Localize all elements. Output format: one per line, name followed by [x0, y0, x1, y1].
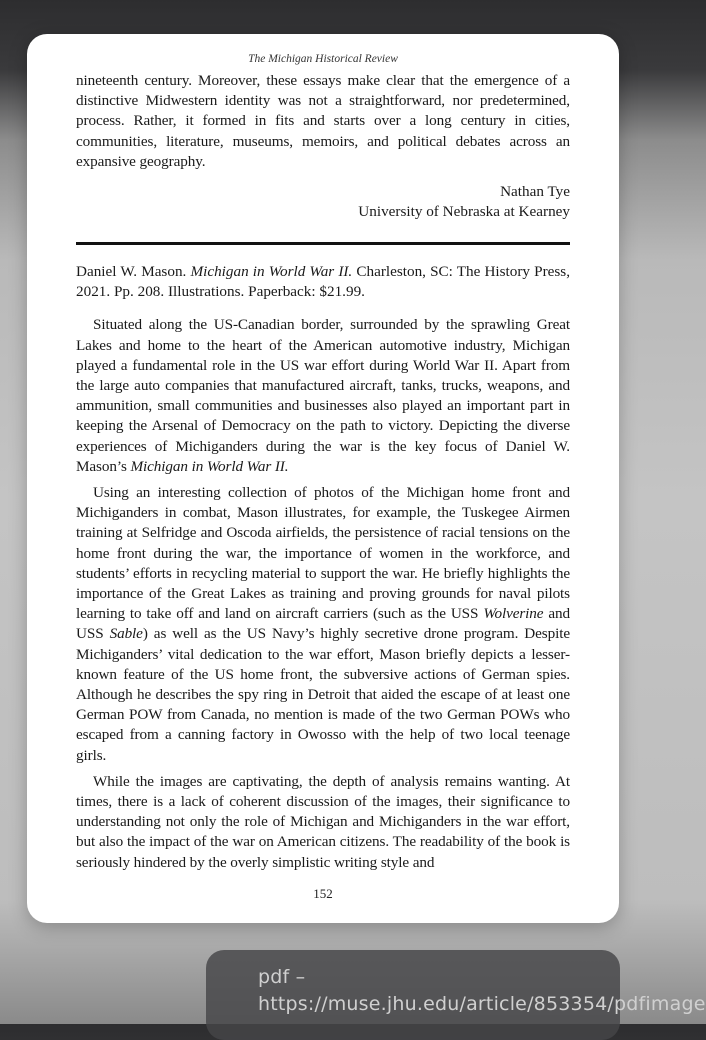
paragraph-2-and: and USS: [76, 605, 570, 643]
review-paragraph-1: [76, 315, 570, 477]
document-page-card: [27, 34, 619, 923]
paragraph-1-book-title: Michigan in World War II.: [130, 457, 289, 475]
reviewer-affiliation: University of Nebraska at Kearney: [358, 203, 570, 221]
running-head: The Michigan Historical Review: [248, 53, 398, 65]
paragraph-2-text-b: ) as well as the US Navy’s highly secretive drone program. Despite Michiganders’ vital dedication to the war effort, Mason briefly depicts a lesser-known feature of the US home front, the subversive actions of German spies. Although he describes the spy ring in Detroit that aided the escape of at least one German POW from Canada, no mention is made of the two German POWs who escaped from a canning factory in Owosso with the help of two local teenage girls.: [76, 625, 570, 764]
citation-details: Charleston, SC: The History Press, 2021. Pp. 208. Illustrations. Paperback: $21.99.: [76, 262, 571, 301]
ship-name-wolverine: Wolverine: [483, 605, 544, 623]
previous-review-closing-paragraph: nineteenth century. Moreover, these essays make clear that the emergence of a distinctive Midwestern identity was not a straightforward, nor predetermined, process. Rather, it formed in fits and starts over a long century in cities, communities, literature, museums, memoirs, and political debates across an expansive geography.: [76, 72, 570, 170]
ship-name-sable: Sable: [109, 625, 143, 643]
review-paragraph-3: While the images are captivating, the depth of analysis remains wanting. At times, there is a lack of coherent discussion of the images, their significance to understanding not only the role of Michigan and Michiganders in the war effort, but also the impact of the war on American citizens. The readability of the book is seriously hindered by the overly simplistic writing style and: [76, 772, 570, 871]
source-url-text: pdf – https://muse.jhu.edu/article/853354/pdfimage: [258, 966, 706, 1015]
citation-author: Daniel W. Mason.: [76, 262, 187, 280]
section-divider: [76, 242, 570, 245]
book-citation: [76, 262, 570, 302]
source-url-overlay: [206, 950, 706, 1040]
document-page: [76, 52, 570, 873]
paragraph-1-text: Situated along the US-Canadian border, surrounded by the sprawling Great Lakes and home to the heart of the American automotive industry, Michigan played a fundamental role in the US war effort during World War II. Apart from the large auto companies that manufactured aircraft, tanks, trucks, weapons, and ammunition, small communities and businesses also played an important part in keeping the Arsenal of Democracy on the path to victory. Depicting the diverse experiences of Michiganders during the war is the key focus of Daniel W. Mason’s: [76, 316, 570, 475]
paragraph-2-text-a: Using an interesting collection of photos of the Michigan home front and Michiganders in combat, Mason illustrates, for example, the Tuskegee Airmen training at Selfridge and Oscoda airfields, the persistence of racial tensions on the home front during the war, the importance of women in the workforce, and students’ efforts in recycling material to support the war. He briefly highlights the importance of the Great Lakes as training and proving grounds for naval pilots learning to take off and land on aircraft carriers (such as the USS: [76, 483, 570, 623]
reviewer-name: Nathan Tye: [500, 183, 570, 201]
page-number: 152: [313, 886, 333, 901]
citation-title: Michigan in World War II.: [190, 262, 353, 280]
reviewer-signature: [76, 182, 570, 222]
review-paragraph-2: [76, 483, 570, 766]
